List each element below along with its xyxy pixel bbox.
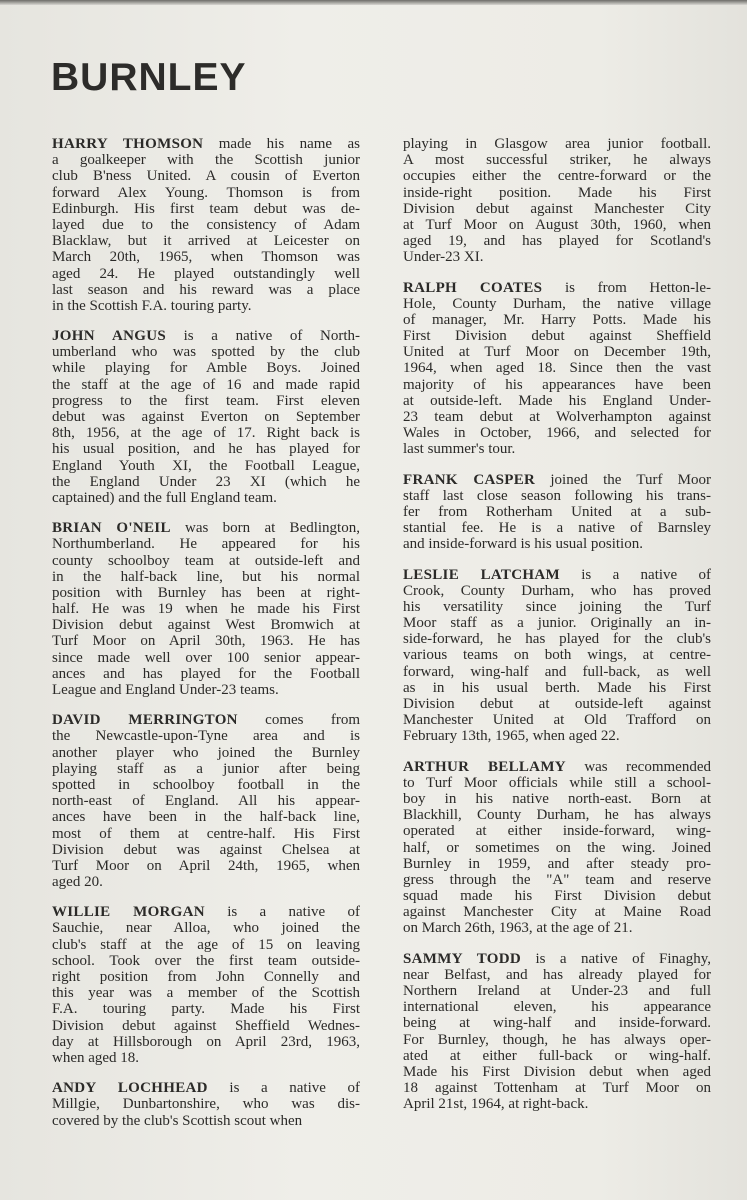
text-line xyxy=(403,728,711,744)
line-text: Manchester United at Old Trafford on xyxy=(403,712,711,729)
player-bio-paragraph xyxy=(403,280,711,458)
text-line xyxy=(403,312,711,328)
line-text: playing in Glasgow area junior football. xyxy=(403,136,711,152)
line-text: is a native of North- xyxy=(166,328,360,345)
text-line xyxy=(403,888,711,904)
text-line xyxy=(403,233,711,249)
line-text: Blackhill, County Durham, he has always xyxy=(403,807,711,824)
line-text: 1964, when aged 18. Since then the vast xyxy=(403,360,711,377)
line-text: this year was a member of the Scottish xyxy=(52,985,360,1002)
text-line xyxy=(403,1048,711,1064)
line-text: ances and has played for the Football xyxy=(52,665,360,682)
text-line xyxy=(52,201,360,217)
line-text: spotted in schoolboy football in the xyxy=(52,776,360,793)
text-line xyxy=(403,775,711,791)
text-line xyxy=(403,856,711,872)
text-line xyxy=(403,712,711,728)
text-line xyxy=(52,377,360,393)
line-text: is a native of xyxy=(204,904,360,921)
line-text: joined the Turf Moor xyxy=(535,471,711,488)
line-text: half, or sometimes on the wing. Joined xyxy=(403,839,711,856)
line-text: Millgie, Dunbartonshire, who was dis- xyxy=(52,1096,360,1113)
line-text: at Turf Moor on August 30th, 1960, when xyxy=(403,216,711,233)
text-line xyxy=(403,631,711,647)
line-text: when aged 18. xyxy=(52,1049,140,1066)
player-name: BRIAN O'NEIL xyxy=(52,520,171,537)
text-line xyxy=(403,567,711,583)
line-text: 18 against Tottenham at Turf Moor on xyxy=(403,1080,711,1097)
line-text: Division debut against Sheffield Wednes- xyxy=(52,1017,360,1034)
text-line xyxy=(403,791,711,807)
text-line xyxy=(403,904,711,920)
line-text: ances have been in the half-back line, xyxy=(52,809,360,826)
text-line xyxy=(52,344,360,360)
line-text: Wales in October, 1966, and selected for xyxy=(403,425,711,442)
text-line xyxy=(52,650,360,666)
text-line xyxy=(403,504,711,520)
line-text: Turf Moor on April 30th, 1963. He has xyxy=(52,633,360,650)
text-line xyxy=(52,441,360,457)
text-line xyxy=(403,344,711,360)
line-text: last season and his reward was a place xyxy=(52,281,360,298)
player-bio-paragraph xyxy=(52,520,360,698)
text-line xyxy=(403,168,711,184)
text-line xyxy=(403,664,711,680)
line-text: forward, wing-half and full-back, as well xyxy=(403,663,711,680)
text-line xyxy=(52,793,360,809)
text-line xyxy=(403,201,711,217)
text-line xyxy=(403,377,711,393)
line-text: Under-23 XI. xyxy=(403,249,484,266)
text-line xyxy=(52,761,360,777)
text-line xyxy=(52,474,360,490)
line-text: Division debut at outside-left against xyxy=(403,696,711,712)
line-text: Edinburgh. His first team debut was de- xyxy=(52,200,360,217)
page-top-edge xyxy=(0,0,747,5)
line-text: Northumberland. He appeared for his xyxy=(52,536,360,553)
text-line xyxy=(52,393,360,409)
player-name: DAVID MERRINGTON xyxy=(52,712,238,729)
text-line xyxy=(403,583,711,599)
text-line xyxy=(52,809,360,825)
text-line xyxy=(403,599,711,615)
line-text: position with Burnley has been at right- xyxy=(52,584,360,601)
text-line xyxy=(52,937,360,953)
text-line xyxy=(403,840,711,856)
player-bio-paragraph xyxy=(52,904,360,1066)
text-line xyxy=(403,680,711,696)
text-line xyxy=(52,152,360,168)
line-text: ated at either full-back or wing-half. xyxy=(403,1047,711,1064)
player-bio-paragraph xyxy=(52,136,360,314)
text-line xyxy=(52,826,360,842)
text-line xyxy=(52,1018,360,1034)
text-line xyxy=(52,490,360,506)
text-line xyxy=(403,872,711,888)
line-text: operated at either inside-forward, wing- xyxy=(403,823,711,840)
text-line xyxy=(403,280,711,296)
line-text: Moor staff as a junior. Originally an in- xyxy=(403,615,711,632)
text-line xyxy=(403,360,711,376)
text-line xyxy=(403,1096,711,1112)
line-text: Division debut against West Bromwich at xyxy=(52,617,360,634)
text-line xyxy=(52,745,360,761)
player-name: WILLIE MORGAN xyxy=(52,904,205,921)
line-text: last summer's tour. xyxy=(403,441,516,458)
line-text: the staff at the age of 16 and made rapid xyxy=(52,376,360,393)
line-text: boy in his native north-east. Born at xyxy=(403,790,711,807)
line-text: Blacklaw, but it arrived at Leicester on xyxy=(52,233,360,250)
line-text: Made his First Division debut when aged xyxy=(403,1063,711,1080)
text-line xyxy=(52,904,360,920)
text-line xyxy=(403,409,711,425)
line-text: made his name as xyxy=(203,136,360,152)
line-text: F.A. touring party. Made his First xyxy=(52,1001,360,1018)
line-text: Sauchie, near Alloa, who joined the xyxy=(52,920,360,937)
text-line xyxy=(52,569,360,585)
text-line xyxy=(52,682,360,698)
text-line xyxy=(403,823,711,839)
line-text: February 13th, 1965, when aged 22. xyxy=(403,728,620,745)
text-line xyxy=(52,920,360,936)
line-text: in the half-back line, but his normal xyxy=(52,568,360,585)
text-line xyxy=(52,777,360,793)
line-text: April 21st, 1964, at right-back. xyxy=(403,1096,589,1113)
player-bio-paragraph xyxy=(52,1080,360,1129)
line-text: March 20th, 1965, when Thomson was xyxy=(52,249,360,266)
line-text: of manager, Mr. Harry Potts. Made his xyxy=(403,311,711,328)
text-line xyxy=(403,441,711,457)
text-line xyxy=(52,553,360,569)
player-bio-paragraph xyxy=(403,759,711,937)
line-text: majority of his appearances have been xyxy=(403,376,711,393)
line-text: fer from Rotherham United at a sub- xyxy=(403,503,711,520)
text-line xyxy=(52,985,360,1001)
line-text: right position from John Connelly and xyxy=(52,969,360,985)
line-text: the England Under 23 XI (which he xyxy=(52,473,360,490)
text-line xyxy=(52,585,360,601)
text-line xyxy=(403,983,711,999)
text-line xyxy=(52,858,360,874)
line-text: is a native of xyxy=(207,1080,361,1097)
text-line xyxy=(52,409,360,425)
line-text: Hole, County Durham, the native village xyxy=(403,295,711,312)
text-line xyxy=(52,1096,360,1112)
text-line xyxy=(52,298,360,314)
text-line xyxy=(403,967,711,983)
line-text: layed due to the consistency of Adam xyxy=(52,216,360,233)
right-column xyxy=(403,136,711,1127)
text-line xyxy=(52,728,360,744)
line-text: as in his usual berth. Made his First xyxy=(403,679,711,696)
line-text: school. Took over the first team outside- xyxy=(52,952,360,969)
text-line xyxy=(52,633,360,649)
text-line xyxy=(52,282,360,298)
text-line xyxy=(52,328,360,344)
text-line xyxy=(403,425,711,441)
line-text: another player who joined the Burnley xyxy=(52,744,360,761)
line-text: Northern Ireland at Under-23 and full xyxy=(403,983,711,999)
text-line xyxy=(52,666,360,682)
page-title: BURNLEY xyxy=(51,56,247,99)
text-line xyxy=(52,266,360,282)
text-line xyxy=(52,360,360,376)
player-name: FRANK CASPER xyxy=(403,471,536,488)
text-line xyxy=(52,458,360,474)
text-line xyxy=(403,696,711,712)
text-line xyxy=(403,536,711,552)
line-text: was recommended xyxy=(565,758,711,775)
line-text: Turf Moor on April 24th, 1965, when xyxy=(52,857,360,874)
line-text: county schoolboy team at outside-left and xyxy=(52,552,360,569)
line-text: club B'ness United. A cousin of Everton xyxy=(52,168,360,185)
text-line xyxy=(52,217,360,233)
line-text: Division debut against Manchester City xyxy=(403,200,711,217)
line-text: on March 26th, 1963, at the age of 21. xyxy=(403,920,633,937)
line-text: while playing for Amble Boys. Joined xyxy=(52,360,360,377)
line-text: the Newcastle-upon-Tyne area and is xyxy=(52,728,360,745)
line-text: staff last close season following his trans- xyxy=(403,487,711,504)
text-line xyxy=(403,1064,711,1080)
line-text: being at wing-half and inside-forward. xyxy=(403,1015,711,1032)
line-text: aged 19, and has played for Scotland's xyxy=(403,233,711,250)
text-line xyxy=(403,296,711,312)
line-text: north-east of England. All his appear- xyxy=(52,793,360,810)
text-line xyxy=(403,920,711,936)
text-line xyxy=(403,1032,711,1048)
line-text: occupies either the centre-forward or the xyxy=(403,168,711,185)
line-text: comes from xyxy=(237,712,360,729)
player-name: RALPH COATES xyxy=(403,279,543,296)
line-text: in the Scottish F.A. touring party. xyxy=(52,297,252,314)
text-line xyxy=(52,1080,360,1096)
text-line xyxy=(52,712,360,728)
text-line xyxy=(52,969,360,985)
line-text: captained) and the full England team. xyxy=(52,489,277,506)
text-line xyxy=(403,488,711,504)
line-text: A most successful striker, he always xyxy=(403,152,711,169)
text-line xyxy=(403,807,711,823)
line-text: aged 24. He played outstandingly well xyxy=(52,265,360,282)
text-line xyxy=(52,425,360,441)
line-text: First Division debut against Sheffield xyxy=(403,328,711,345)
player-name: HARRY THOMSON xyxy=(52,136,204,152)
player-name: LESLIE LATCHAM xyxy=(403,566,560,583)
text-line xyxy=(403,249,711,265)
text-line xyxy=(403,152,711,168)
line-text: For Burnley, though, he has always oper- xyxy=(403,1031,711,1048)
text-line xyxy=(403,1080,711,1096)
line-text: League and England Under-23 teams. xyxy=(52,682,279,698)
line-text: international eleven, his appearance xyxy=(403,999,711,1016)
left-column xyxy=(52,136,360,1129)
line-text: forward Alex Young. Thomson is from xyxy=(52,184,360,201)
line-text: at outside-left. Made his England Under- xyxy=(403,392,711,409)
line-text: half. He was 19 when he made his First xyxy=(52,601,360,618)
text-line xyxy=(52,953,360,969)
text-line xyxy=(403,472,711,488)
text-line xyxy=(52,1113,360,1129)
text-line xyxy=(403,520,711,536)
player-name: ARTHUR BELLAMY xyxy=(403,758,566,775)
text-line xyxy=(52,1034,360,1050)
text-line xyxy=(52,874,360,890)
line-text: is a native of xyxy=(559,566,711,583)
line-text: playing staff as a junior after being xyxy=(52,760,360,777)
line-text: various teams on both wings, at centre- xyxy=(403,647,711,664)
line-text: since made well over 100 senior appear- xyxy=(52,649,360,666)
line-text: day at Hillsborough on April 23rd, 1963, xyxy=(52,1033,360,1050)
text-line xyxy=(403,393,711,409)
player-name: ANDY LOCHHEAD xyxy=(52,1080,208,1097)
player-name: JOHN ANGUS xyxy=(52,328,166,345)
line-text: against Manchester City at Maine Road xyxy=(403,904,711,921)
text-line xyxy=(52,185,360,201)
line-text: debut was against Everton on September xyxy=(52,409,360,425)
text-line xyxy=(403,647,711,663)
line-text: is from Hetton-le- xyxy=(542,279,712,296)
line-text: side-forward, he has played for the club's xyxy=(403,631,711,648)
line-text: near Belfast, and has already played for xyxy=(403,966,711,983)
line-text: Burnley in 1959, and after steady pro- xyxy=(403,855,711,872)
text-line xyxy=(52,536,360,552)
line-text: Division debut was against Chelsea at xyxy=(52,841,360,858)
text-line xyxy=(52,1001,360,1017)
text-line xyxy=(52,601,360,617)
line-text: aged 20. xyxy=(52,874,103,891)
text-line xyxy=(403,328,711,344)
text-line xyxy=(403,185,711,201)
text-line xyxy=(403,759,711,775)
line-text: was born at Bedlington, xyxy=(170,520,360,537)
line-text: progress to the first team. First eleven xyxy=(52,392,360,409)
text-line xyxy=(52,617,360,633)
text-line xyxy=(52,249,360,265)
line-text: most of them at centre-half. His First xyxy=(52,825,360,842)
text-line xyxy=(403,615,711,631)
player-name: SAMMY TODD xyxy=(403,950,522,967)
player-bio-paragraph xyxy=(52,328,360,506)
player-bio-paragraph xyxy=(403,951,711,1113)
text-line xyxy=(52,842,360,858)
line-text: 8th, 1956, at the age of 17. Right back is xyxy=(52,425,360,442)
line-text: to Turf Moor officials while still a school- xyxy=(403,774,711,791)
text-line xyxy=(403,217,711,233)
text-line xyxy=(52,168,360,184)
text-line xyxy=(403,1015,711,1031)
line-text: Crook, County Durham, who has proved xyxy=(403,582,711,599)
line-text: club's staff at the age of 15 on leaving xyxy=(52,936,360,953)
player-bio-paragraph xyxy=(403,567,711,745)
line-text: 23 team debut at Wolverhampton against xyxy=(403,409,711,425)
text-line xyxy=(52,1050,360,1066)
player-bio-paragraph xyxy=(403,472,711,553)
text-line xyxy=(403,999,711,1015)
line-text: squad made his First Division debut xyxy=(403,888,711,905)
line-text: is a native of Finaghy, xyxy=(521,950,711,967)
line-text: gress through the "A" team and reserve xyxy=(403,871,711,888)
line-text: United at Turf Moor on December 19th, xyxy=(403,344,711,361)
text-line xyxy=(403,951,711,967)
player-bio-paragraph xyxy=(52,712,360,890)
line-text: stantial fee. He is a native of Barnsley xyxy=(403,520,711,537)
text-line xyxy=(52,136,360,152)
text-line xyxy=(403,136,711,152)
line-text: his versatility since joining the Turf xyxy=(403,598,711,615)
line-text: inside-right position. Made his First xyxy=(403,184,711,201)
line-text: umberland who was spotted by the club xyxy=(52,344,360,361)
line-text: covered by the club's Scottish scout when xyxy=(52,1112,303,1129)
text-line xyxy=(52,233,360,249)
line-text: England Youth XI, the Football League, xyxy=(52,457,360,474)
player-bio-paragraph xyxy=(403,136,711,266)
line-text: and inside-forward is his usual position. xyxy=(403,536,643,553)
line-text: his usual position, and he has played for xyxy=(52,441,360,458)
line-text: a goalkeeper with the Scottish junior xyxy=(52,152,360,169)
text-line xyxy=(52,520,360,536)
